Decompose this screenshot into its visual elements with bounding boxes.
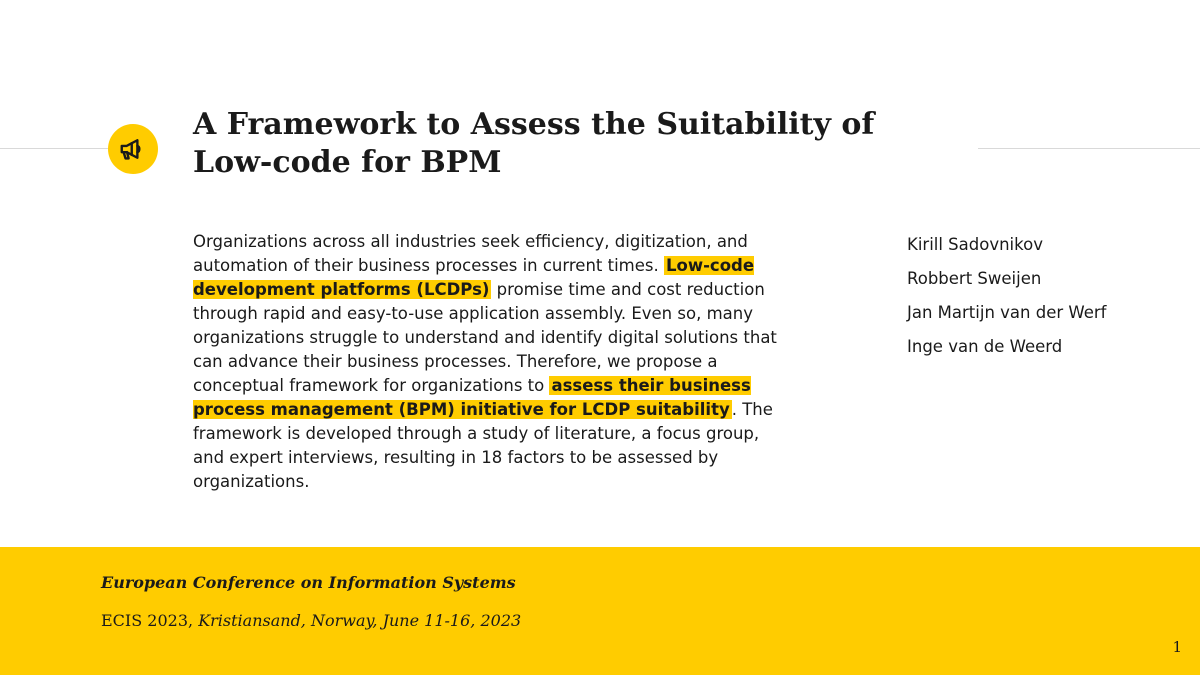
conference-short-name: ECIS 2023,	[101, 611, 199, 630]
abstract-text-2: promise time and cost reduction through rapid and easy-to-use application assembly. Even so, many organizations struggle to understand and identify digital solutions that can advance their business processes. Therefore, we propose a conceptual framework for organizations to	[193, 280, 777, 395]
page-number: 1	[1172, 638, 1182, 656]
divider-left	[0, 148, 108, 149]
author-name: Inge van de Weerd	[907, 337, 1063, 356]
footer-band	[0, 547, 1200, 675]
conference-name: European Conference on Information Systems	[101, 573, 516, 592]
conference-location: Kristiansand, Norway, June 11-16, 2023	[198, 611, 522, 630]
slide-title: A Framework to Assess the Suitability of Low-code for BPM	[193, 107, 875, 180]
abstract-text-3: . The framework is developed through a study of literature, a focus group, and expert interviews, resulting in 18 factors to be assessed by organizations.	[193, 400, 773, 491]
author-name: Robbert Sweijen	[907, 269, 1042, 288]
author-list	[907, 232, 1106, 368]
abstract-paragraph	[193, 230, 783, 494]
author-name: Jan Martijn van der Werf	[907, 303, 1107, 322]
icon-badge	[108, 124, 158, 174]
divider-right	[978, 148, 1200, 149]
abstract-highlight-lcdp: Low-code development platforms (LCDPs)	[193, 256, 755, 299]
abstract-highlight-assess: assess their business process management (BPM) initiative for LCDP suitability	[193, 376, 751, 419]
conference-details	[101, 611, 521, 630]
megaphone-icon	[118, 134, 148, 164]
author-name: Kirill Sadovnikov	[907, 235, 1043, 254]
abstract-text-1: Organizations across all industries seek efficiency, digitization, and automation of their business processes in current times.	[193, 232, 748, 275]
